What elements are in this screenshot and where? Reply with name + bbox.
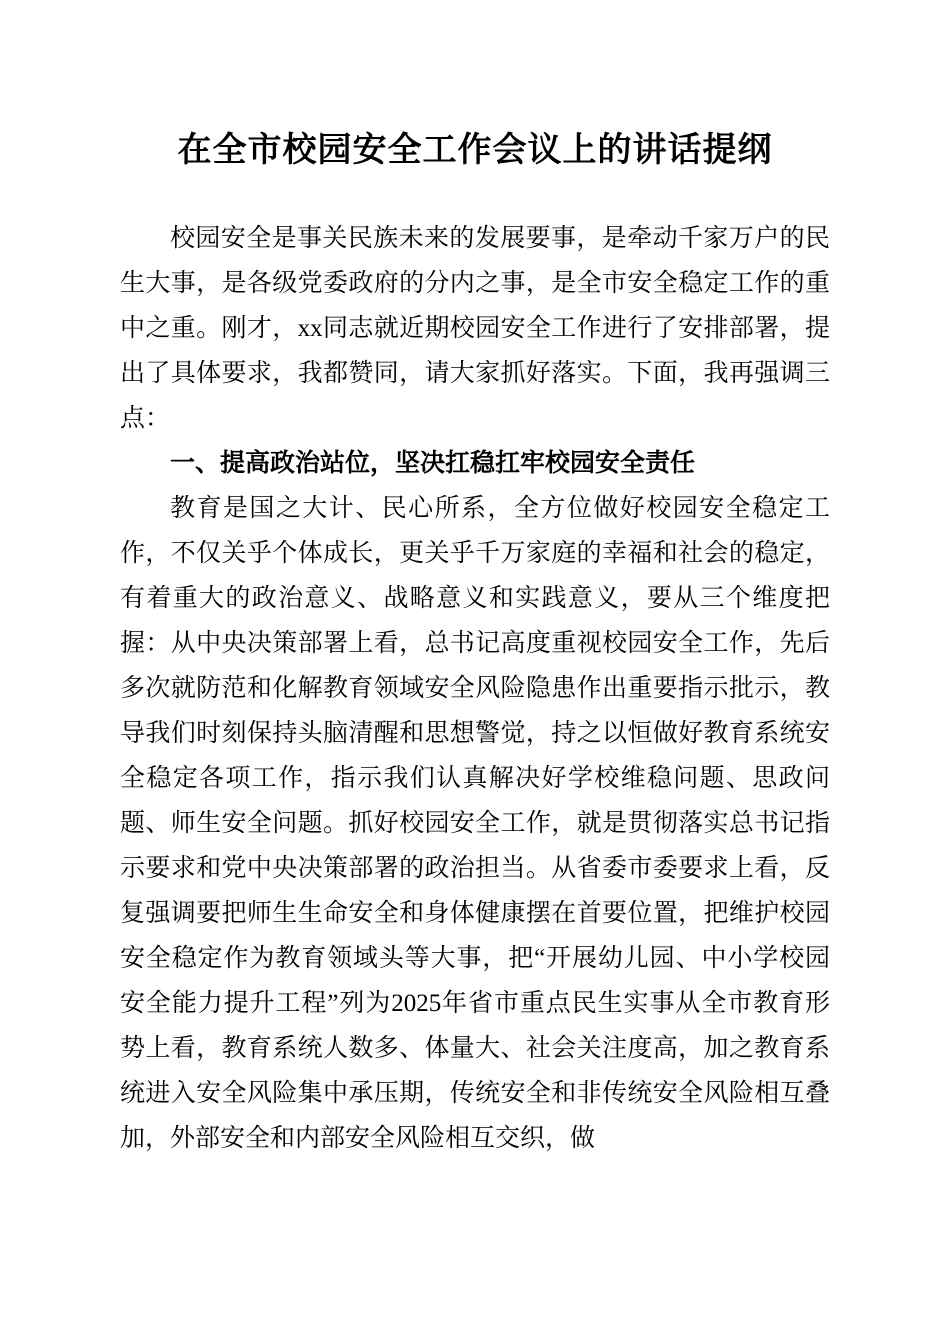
section-1-heading: 一、提高政治站位，坚决扛稳扛牢校园安全责任: [170, 449, 696, 477]
section-1-paragraph: 教育是国之大计、民心所系，全方位做好校园安全稳定工作，不仅关乎个体成长，更关乎千万家庭的幸福和社会的稳定，有着重大的政治意义、战略意义和实践意义，要从三个维度把握：从中央决策部署上看，总书记高度重视校园安全工作，先后多次就防范和化解教育领域安全风险隐患作出重要指示批示，教导我们时刻保持头脑清醒和思想警觉，持之以恒做好教育系统安全稳定各项工作，指示我们认真解决好学校维稳问题、思政问题、师生安全问题。抓好校园安全工作，就是贯彻落实总书记指示要求和党中央决策部署的政治担当。从省委市委要求上看，反复强调要把师生生命安全和身体健康摆在首要位置，把维护校园安全稳定作为教育领域头等大事，把“开展幼儿园、中小学校园安全能力提升工程”列为2025年省市重点民生实事从全市教育形势上看，教育系统人数多、体量大、社会关注度高，加之教育系统进入安全风险集中承压期，传统安全和非传统安全风险相互叠加，外部安全和内部安全风险相互交织，做: [120, 495, 830, 1152]
intro-paragraph: 校园安全是事关民族未来的发展要事，是牵动千家万户的民生大事，是各级党委政府的分内之事，是全市安全稳定工作的重中之重。刚才，xx同志就近期校园安全工作进行了安排部署，提出了具体要求，我都赞同，请大家抓好落实。下面，我再强调三点：: [120, 225, 830, 432]
document-title: 在全市校园安全工作会议上的讲话提纲: [177, 132, 773, 169]
